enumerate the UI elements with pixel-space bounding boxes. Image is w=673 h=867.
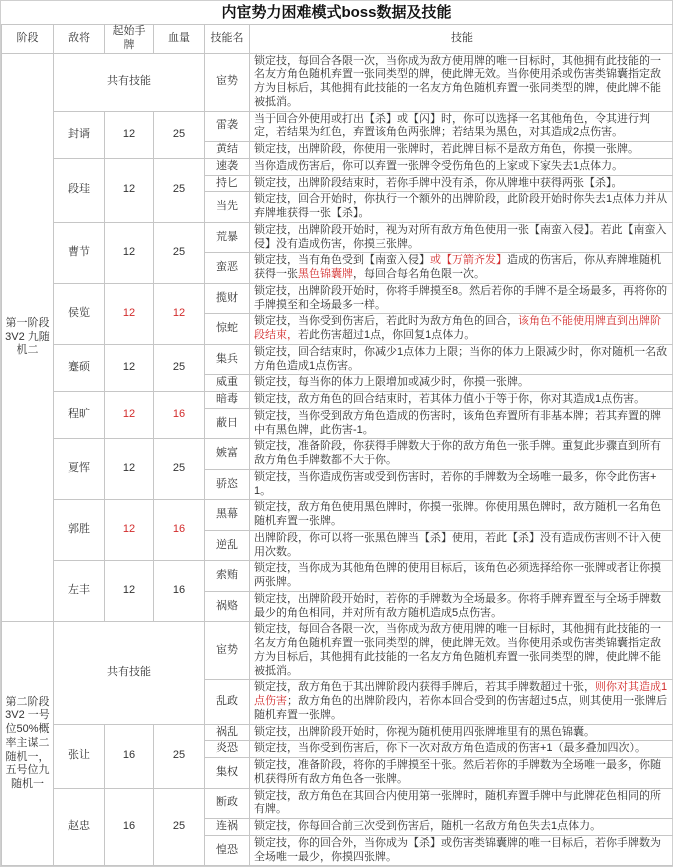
skill-desc-cell <box>250 111 673 142</box>
skill-desc-text: ；敌方角色的出牌阶段内，若你本回合受到的伤害超过5点，则其使用一张牌后随机弃置一张牌。 <box>254 695 667 721</box>
skill-desc-cell <box>250 375 673 392</box>
skill-name-cell: 蛮恶 <box>205 253 250 284</box>
shared-skills-cell: 共有技能 <box>54 622 205 724</box>
skill-desc-highlight: 或【万箭齐发】 <box>430 254 507 266</box>
skill-desc-text: 锁定技，当你受到敌方角色造成的伤害时，该角色弃置所有非基本牌；若其弃置的牌中有黑色牌，此伤害-1。 <box>254 410 661 436</box>
hp-cell: 16 <box>154 561 205 622</box>
table-row <box>2 788 673 819</box>
skill-name-cell: 蔽日 <box>205 408 250 439</box>
general-cell: 张让 <box>54 724 105 788</box>
skill-desc-cell <box>250 408 673 439</box>
skill-desc-text: 锁定技，敌方角色于其出牌阶段内获得手牌后，若其手牌数超过十张， <box>254 681 595 693</box>
hp-cell: 25 <box>154 111 205 158</box>
general-cell: 侯览 <box>54 283 105 344</box>
skill-desc-text: 锁定技，出牌阶段开始时，视为对所有敌方角色使用一张【南蛮入侵】。若此【南蛮入侵】没有造成伤害，你摸三张牌。 <box>254 224 667 250</box>
table-row <box>2 158 673 175</box>
col-header-hp: 血量 <box>154 25 205 54</box>
header-row <box>2 25 673 54</box>
hand-cell: 12 <box>105 500 154 561</box>
skill-name-cell: 炎恐 <box>205 741 250 758</box>
skill-name-cell: 逆乱 <box>205 530 250 561</box>
skill-name-cell: 集兵 <box>205 344 250 375</box>
skill-desc-cell <box>250 192 673 223</box>
skill-desc-text: 锁定技，当你成为其他角色牌的使用目标后，该角色必须选择给你一张牌或者让你摸两张牌。 <box>254 562 661 588</box>
skill-name-cell: 集权 <box>205 758 250 789</box>
hand-cell: 12 <box>105 111 154 158</box>
col-header-general: 敌将 <box>54 25 105 54</box>
skill-desc-cell <box>250 680 673 724</box>
skill-desc-text: 锁定技，敌方角色使用黑色牌时，你摸一张牌。你使用黑色牌时，敌方随机一名角色随机弃置一张牌。 <box>254 501 661 527</box>
col-header-hand: 起始手牌 <box>105 25 154 54</box>
skill-desc-highlight: 该角色不能使用牌直到出牌阶段结束， <box>254 315 661 341</box>
skill-desc-text: 锁定技，当你受到伤害后，你下一次对敌方角色造成的伤害+1（最多叠加四次）。 <box>254 742 646 754</box>
skill-name-cell: 祸乱 <box>205 724 250 741</box>
skill-desc-text: 锁定技，出牌阶段开始时，若你的手牌数为全场最多。你将手牌弃置至与全场手牌数最少的角色相同，并对所有敌方随机造成5点伤害。 <box>254 593 661 619</box>
hp-cell: 25 <box>154 158 205 222</box>
col-header-skill-name: 技能名 <box>205 25 250 54</box>
skill-desc-text: 锁定技，出牌阶段，你使用一张牌时，若此牌目标不是敌方角色，你摸一张牌。 <box>254 143 639 155</box>
skill-desc-text: 锁定技，每回合各限一次，当你成为敌方使用牌的唯一目标时，其他拥有此技能的一名友方角色随机弃置一张同类型的牌，使此牌无效。当你使用杀或伤害类锦囊指定敌方为目标后，其他拥有此技能的一名友方角色随机弃置一张同类型的牌，使此牌不能被抵消。 <box>254 55 661 108</box>
table-row <box>2 222 673 253</box>
general-cell: 左丰 <box>54 561 105 622</box>
skill-desc-text: 锁定技，你每回合前三次受到伤害后，随机一名敌方角色失去1点体力。 <box>254 820 601 832</box>
skill-desc-text: 锁定技，每回合各限一次，当你成为敌方使用牌的唯一目标时，其他拥有此技能的一名友方角色随机弃置一张同类型的牌，使此牌无效。当你使用杀或伤害类锦囊指定敌方为目标后，其他拥有此技能的一名友方角色随机弃置一张同类型的牌，使此牌不能被抵消。 <box>254 623 661 676</box>
general-cell: 段珪 <box>54 158 105 222</box>
hp-cell: 16 <box>154 392 205 439</box>
table-row <box>2 500 673 531</box>
hp-cell: 12 <box>154 283 205 344</box>
skill-desc-cell <box>250 175 673 192</box>
general-cell: 封谞 <box>54 111 105 158</box>
skill-name-cell: 乱政 <box>205 680 250 724</box>
skill-name-cell: 骄恣 <box>205 469 250 500</box>
skill-desc-text: 锁定技，回合结束时，你减少1点体力上限；当你的体力上限减少时，你对随机一名敌方角色造成1点伤害。 <box>254 346 667 372</box>
hp-cell: 16 <box>154 500 205 561</box>
skill-desc-text: 当你造成伤害后，你可以弃置一张牌令受伤角色的上家或下家失去1点体力。 <box>254 160 623 172</box>
skill-desc-text: 出牌阶段，你可以将一张黑色牌当【杀】使用，若此【杀】没有造成伤害则不计入使用次数。 <box>254 532 661 558</box>
hand-cell: 12 <box>105 561 154 622</box>
skill-desc-text: 锁定技，准备阶段，将你的手牌摸至十张。然后若你的手牌数为全场唯一最多，你随机获得所有敌方角色各一张牌。 <box>254 759 661 785</box>
hand-cell: 12 <box>105 283 154 344</box>
skill-name-cell: 嫉富 <box>205 439 250 470</box>
page-title: 内宦势力困难模式boss数据及技能 <box>1 1 672 24</box>
skill-desc-text: 当于回合外使用或打出【杀】或【闪】时，你可以选择一名其他角色，令其进行判定，若结果为红色，弃置该角色两张牌；若结果为黑色，对其造成2点伤害。 <box>254 113 650 139</box>
skill-name-cell: 黄结 <box>205 142 250 159</box>
skill-desc-text: 锁定技，敌方角色在其回合内使用第一张牌时，随机弃置手牌中与此牌花色相同的所有牌。 <box>254 790 661 816</box>
skill-name-cell: 暗毒 <box>205 392 250 409</box>
skill-name-cell: 威重 <box>205 375 250 392</box>
hand-cell: 12 <box>105 344 154 391</box>
skill-name-cell: 当先 <box>205 192 250 223</box>
skill-desc-cell <box>250 835 673 866</box>
table-row <box>2 392 673 409</box>
skill-name-cell: 宦势 <box>205 622 250 680</box>
table-row <box>2 439 673 470</box>
table-row <box>2 283 673 314</box>
table-row <box>2 622 673 680</box>
boss-table-body <box>2 53 673 866</box>
skill-desc-text: 锁定技，敌方角色的回合结束时，若其体力值小于等于你，你对其造成1点伤害。 <box>254 393 645 405</box>
skill-name-cell: 速袭 <box>205 158 250 175</box>
skill-desc-cell <box>250 622 673 680</box>
skill-desc-text: 锁定技，你的回合外，当你成为【杀】或伤害类锦囊牌的唯一目标后，若你手牌数为全场唯一最少，你摸四张牌。 <box>254 837 661 863</box>
hand-cell: 16 <box>105 788 154 866</box>
skill-desc-cell <box>250 142 673 159</box>
skill-desc-text: 锁定技，当你受到伤害后，若此时为敌方角色的回合， <box>254 315 518 327</box>
skill-desc-cell <box>250 819 673 836</box>
skill-name-cell: 持匕 <box>205 175 250 192</box>
table-row <box>2 53 673 111</box>
skill-desc-text: 锁定技，准备阶段，你获得手牌数大于你的敌方角色一张手牌。重复此步骤直到所有敌方角色手牌数都不大于你。 <box>254 440 661 466</box>
hand-cell: 12 <box>105 439 154 500</box>
skill-desc-cell <box>250 158 673 175</box>
hp-cell: 25 <box>154 788 205 866</box>
skill-desc-cell <box>250 561 673 592</box>
skill-name-cell: 断政 <box>205 788 250 819</box>
skill-desc-cell <box>250 253 673 284</box>
skill-desc-cell <box>250 439 673 470</box>
hand-cell: 12 <box>105 222 154 283</box>
stage-cell: 第一阶段 3V2 九随机二 <box>2 53 54 622</box>
skill-desc-cell <box>250 314 673 345</box>
general-cell: 郭胜 <box>54 500 105 561</box>
shared-skills-cell: 共有技能 <box>54 53 205 111</box>
skill-desc-cell <box>250 392 673 409</box>
skill-name-cell: 雷袭 <box>205 111 250 142</box>
skill-desc-cell <box>250 530 673 561</box>
skill-name-cell: 揽财 <box>205 283 250 314</box>
table-row <box>2 111 673 142</box>
table-row <box>2 561 673 592</box>
skill-name-cell: 祸赂 <box>205 591 250 622</box>
skill-desc-cell <box>250 222 673 253</box>
skill-name-cell: 索贿 <box>205 561 250 592</box>
skill-desc-cell <box>250 344 673 375</box>
skill-name-cell: 惊蛇 <box>205 314 250 345</box>
hand-cell: 12 <box>105 392 154 439</box>
skill-desc-highlight: 则你对其造成1点伤害 <box>254 681 667 707</box>
general-cell: 程旷 <box>54 392 105 439</box>
skill-desc-text: 锁定技，出牌阶段开始时，你将手牌摸至8。然后若你的手牌不是全场最多，再将你的手牌摸至和全场最多一样。 <box>254 285 667 311</box>
skill-desc-cell <box>250 788 673 819</box>
skill-name-cell: 宦势 <box>205 53 250 111</box>
table-row <box>2 344 673 375</box>
hand-cell: 12 <box>105 158 154 222</box>
hand-cell: 16 <box>105 724 154 788</box>
col-header-stage: 阶段 <box>2 25 54 54</box>
col-header-skill-desc: 技能 <box>250 25 673 54</box>
skill-desc-text: 若此伤害超过1点，你回复1点体力。 <box>298 329 475 341</box>
skill-desc-cell <box>250 741 673 758</box>
skill-name-cell: 惶恐 <box>205 835 250 866</box>
skill-desc-text: 造成的伤害后，你从弃牌堆随机获得一张 <box>254 254 661 280</box>
stage-cell: 第二阶段 3V2 一号位50%概率主谋二随机一，五号位九随机一 <box>2 622 54 866</box>
hp-cell: 25 <box>154 344 205 391</box>
skill-desc-cell <box>250 53 673 111</box>
skill-desc-cell <box>250 500 673 531</box>
skill-desc-text: 锁定技，回合开始时，你执行一个额外的出牌阶段，此阶段开始时你失去1点体力并从弃牌堆获得一张【杀】。 <box>254 193 667 219</box>
skill-desc-cell <box>250 591 673 622</box>
skill-desc-highlight: 黑色锦囊牌 <box>298 268 353 280</box>
general-cell: 夏恽 <box>54 439 105 500</box>
skill-desc-text: 锁定技，当有角色受到【南蛮入侵】 <box>254 254 430 266</box>
skill-desc-cell <box>250 758 673 789</box>
hp-cell: 25 <box>154 724 205 788</box>
skill-name-cell: 黑幕 <box>205 500 250 531</box>
skill-desc-text: ，每回合每名角色限一次。 <box>353 268 485 280</box>
skill-name-cell: 荒暴 <box>205 222 250 253</box>
skill-desc-text: 锁定技，出牌阶段结束时，若你手牌中没有杀，你从牌堆中获得两张【杀】。 <box>254 177 623 189</box>
skill-desc-text: 锁定技，出牌阶段开始时，你视为随机使用四张牌堆里有的黑色锦囊。 <box>254 726 595 738</box>
skill-desc-cell <box>250 724 673 741</box>
skill-desc-cell <box>250 469 673 500</box>
skill-desc-text: 锁定技，每当你的体力上限增加或减少时，你摸一张牌。 <box>254 376 529 388</box>
general-cell: 蹇硕 <box>54 344 105 391</box>
hp-cell: 25 <box>154 439 205 500</box>
skill-desc-cell <box>250 283 673 314</box>
hp-cell: 25 <box>154 222 205 283</box>
skill-desc-text: 锁定技，当你造成伤害或受到伤害时，若你的手牌数为全场唯一最多，你令此伤害+1。 <box>254 471 656 497</box>
general-cell: 赵忠 <box>54 788 105 866</box>
skill-name-cell: 连祸 <box>205 819 250 836</box>
boss-table <box>1 24 673 866</box>
table-row <box>2 724 673 741</box>
general-cell: 曹节 <box>54 222 105 283</box>
